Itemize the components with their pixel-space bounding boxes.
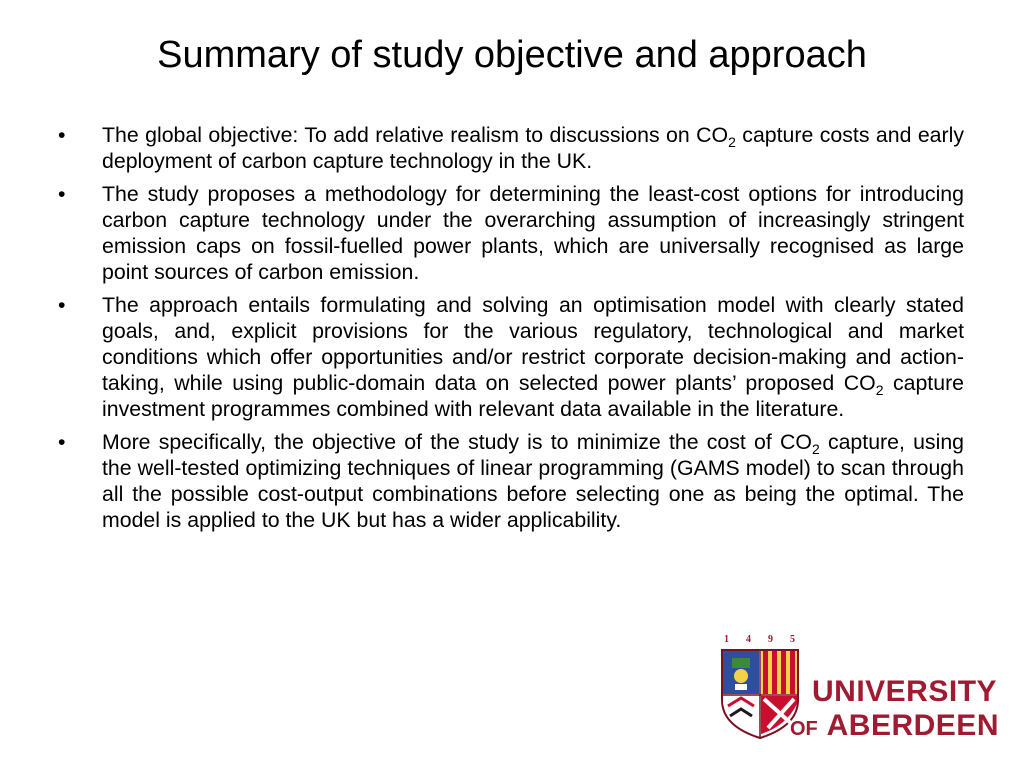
slide-title: Summary of study objective and approach	[157, 34, 867, 76]
year-digit: 4	[746, 634, 752, 645]
bullet-item-approach	[58, 292, 964, 422]
bullet-marker: •	[58, 293, 66, 317]
bullet-item-objective	[58, 122, 964, 174]
bullet-marker: •	[58, 430, 66, 454]
logo-wordmark-city: ABERDEEN	[826, 709, 999, 742]
university-logo	[718, 634, 1008, 746]
bullet-list	[58, 122, 964, 540]
bullet-item-methodology	[58, 181, 964, 285]
logo-year	[724, 634, 796, 645]
year-digit: 5	[790, 634, 796, 645]
logo-wordmark-university: UNIVERSITY	[812, 675, 998, 708]
university-crest-icon	[720, 648, 800, 740]
bullet-text: The global objective: To add relative realism to discussions on CO	[102, 123, 729, 147]
bullet-text: The study proposes a methodology for determining the least-cost options for introducing carbon capture technology under the overarching assumption of increasingly stringent emission caps on fossil-fuelled power plants, which are universally recognised as large point sources of carbon emission.	[102, 182, 964, 284]
logo-wordmark-of: OF	[790, 718, 818, 740]
bullet-text-cont: capture investment programmes combined with relevant data available in the literature.	[102, 371, 965, 421]
bullet-text-cont: capture, using the well-tested optimizing techniques of linear programming (GAMS model) to scan through all the possible cost-output combinations before selecting one as being the optimal. The model is applied to the UK but has a wider applicability.	[102, 430, 965, 532]
subscript: 2	[875, 382, 884, 398]
year-digit: 1	[724, 634, 730, 645]
subscript: 2	[811, 441, 820, 457]
logo-wordmark-aberdeen	[790, 710, 999, 745]
year-digit: 9	[768, 634, 774, 645]
subscript: 2	[728, 134, 736, 150]
bullet-marker: •	[58, 182, 66, 206]
bullet-marker: •	[58, 123, 66, 147]
bullet-text: The approach entails formulating and solving an optimisation model with clearly stated goals, and, explicit provisions for the various regulatory, technological and market conditions which offer opportunities and/or restrict corporate decision-making and action-taking, while using public-domain data on selected power plants’ proposed CO	[102, 293, 964, 395]
bullet-item-specific-objective	[58, 429, 964, 533]
bullet-text: More specifically, the objective of the study is to minimize the cost of CO	[102, 430, 812, 454]
bullet-text-cont: capture costs and early deployment of carbon capture technology in the UK.	[102, 123, 964, 173]
